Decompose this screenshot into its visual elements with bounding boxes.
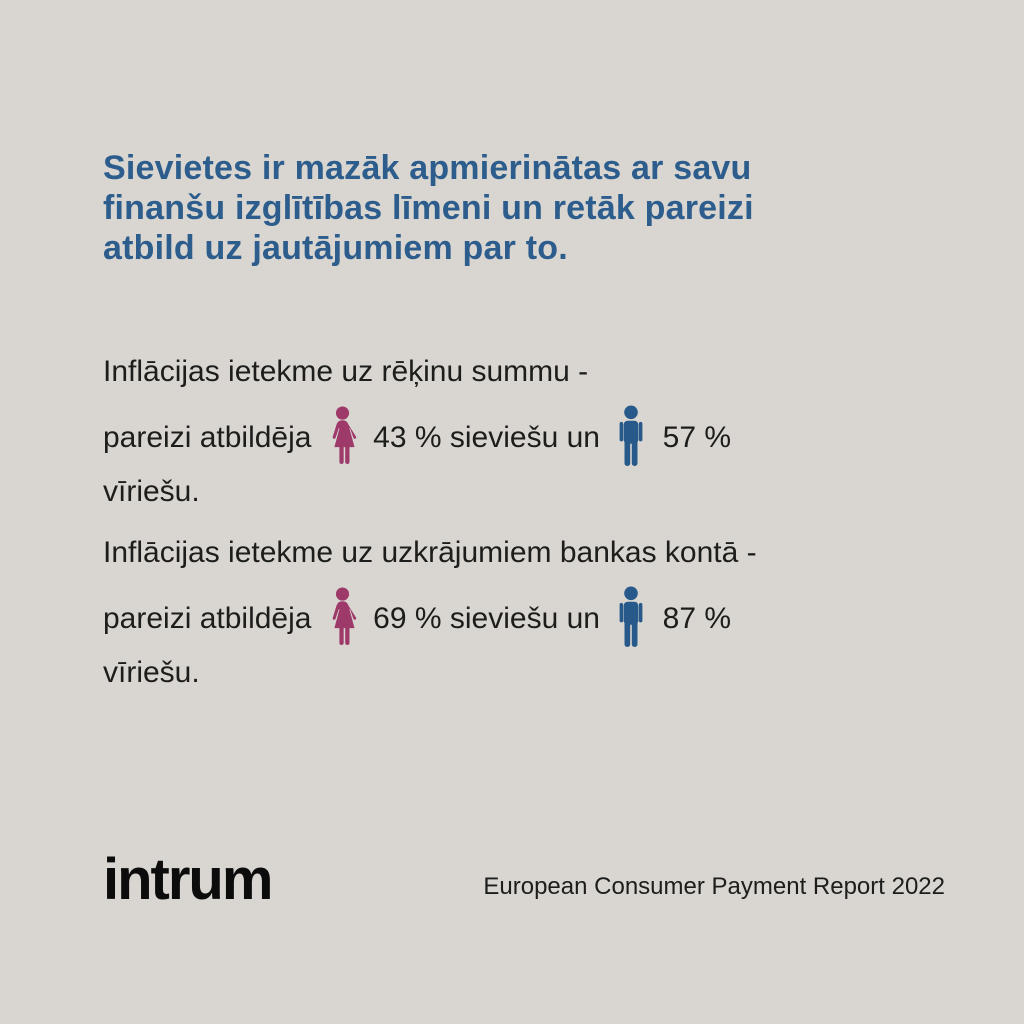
report-title: European Consumer Payment Report 2022 [483,873,945,901]
headline-line-1: Sievietes ir mazāk apmierinātas ar savu [103,149,752,187]
male-person-icon [615,586,647,648]
female-person-icon [327,405,358,467]
headline-line-2: finanšu izglītības līmeni un retāk pareizi [103,189,754,227]
female-percentage: 43 % [373,420,442,454]
male-person-icon [615,405,647,467]
answer-prefix: pareizi atbildēja [103,601,312,635]
male-percentage: 87 % [662,601,732,635]
footer [103,847,945,912]
male-label: vīriešu. [103,475,200,508]
male-label: vīriešu. [103,656,200,689]
headline-line-3: atbild uz jautājumiem par to. [103,229,568,267]
stat-question: Inflācijas ietekme uz uzkrājumiem bankas kontā - [103,536,757,569]
answer-prefix: pareizi atbildēja [103,420,312,454]
stat-answer [103,589,873,695]
female-percentage: 69 % [373,601,442,635]
page-title [103,148,923,268]
intrum-logo: intrum [103,847,272,912]
stat-block-bank-savings [103,533,873,695]
stat-answer [103,408,873,514]
female-person-icon [327,586,358,648]
stat-question: Inflācijas ietekme uz rēķinu summu - [103,355,589,388]
stat-block-bill-amount [103,352,873,514]
male-percentage: 57 % [662,420,732,454]
female-label: sieviešu un [449,601,600,635]
female-label: sieviešu un [449,420,600,454]
